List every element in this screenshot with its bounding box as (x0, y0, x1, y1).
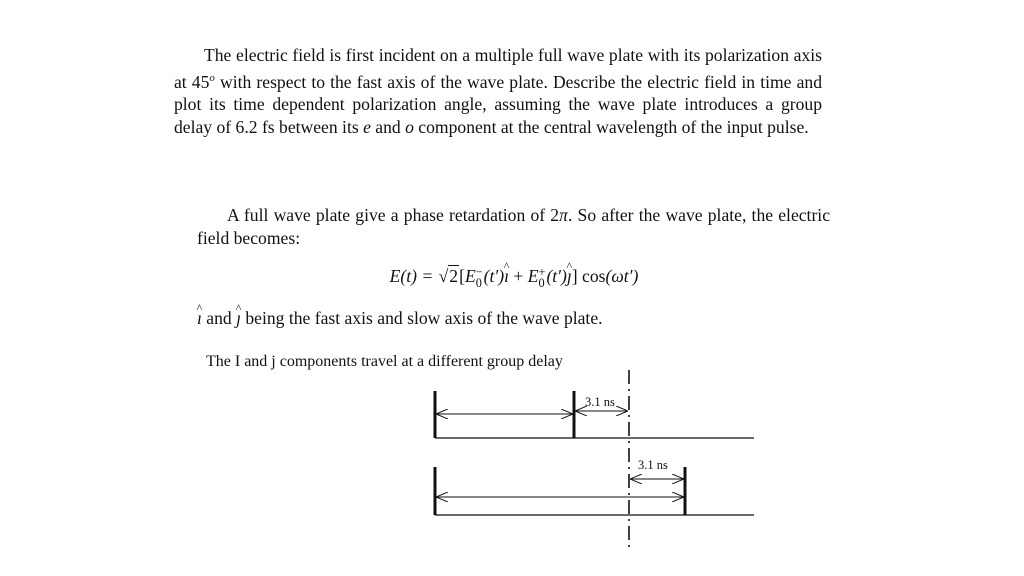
basis-and: and (201, 308, 237, 328)
pi-symbol: π (559, 205, 568, 225)
answer-text-2: . So after the wave plate, the electric field becomes: (197, 205, 831, 248)
bracket-close: ] (571, 266, 578, 286)
e-minus-symbol: E (464, 266, 476, 286)
bracket-open: [ (459, 266, 465, 286)
plus-sign: + (509, 266, 528, 286)
e-plus-superscript: + (538, 264, 546, 279)
problem-text-1: The electric field is first incident on a multiple full wave plate with its polarization axis at 45 (174, 45, 822, 92)
bottom-delay-label: 3.1 ns (638, 458, 668, 472)
sqrt-argument: 2 (449, 266, 459, 286)
cos-function: cos (577, 266, 606, 286)
answer-text-1: A full wave plate give a phase retardation of 2 (227, 205, 560, 225)
top-delay-label: 3.1 ns (585, 395, 615, 409)
sqrt-expression: √2 (438, 266, 459, 286)
e-plus-symbol: E (527, 266, 539, 286)
degree-superscript: o (209, 71, 215, 84)
basis-j-hat: ^ ȷ (236, 307, 241, 330)
o-component-symbol: o (405, 116, 414, 137)
i-hat-symbol: ^ ı (504, 264, 509, 288)
j-hat-symbol: ^ ȷ (567, 264, 572, 288)
and-word: and (370, 116, 406, 137)
e-component-symbol: e (363, 116, 371, 137)
cos-argument: (ωt′) (605, 266, 639, 286)
problem-text-2: with respect to the fast axis of the wave plate. Describe the electric field in time and plot its time dependent polarization angle, assuming the wave plate introduces a group delay of 6.2 fs between its (174, 71, 822, 137)
e-plus-subscript: 0 (538, 275, 545, 290)
group-delay-note: The I and j components travel at a different group delay (206, 353, 563, 370)
equation-lhs: E(t) = (389, 266, 438, 286)
problem-text-3: component at the central wavelength of the input pulse. (413, 116, 809, 137)
e-minus-subscript: 0 (475, 275, 482, 290)
arg-1: (t′) (483, 266, 505, 286)
arg-2: (t′) (546, 266, 567, 286)
e-minus-superscript: − (475, 264, 483, 279)
basis-i-hat: ^ ı (197, 307, 202, 330)
basis-rest: being the fast axis and slow axis of the wave plate. (240, 308, 603, 328)
